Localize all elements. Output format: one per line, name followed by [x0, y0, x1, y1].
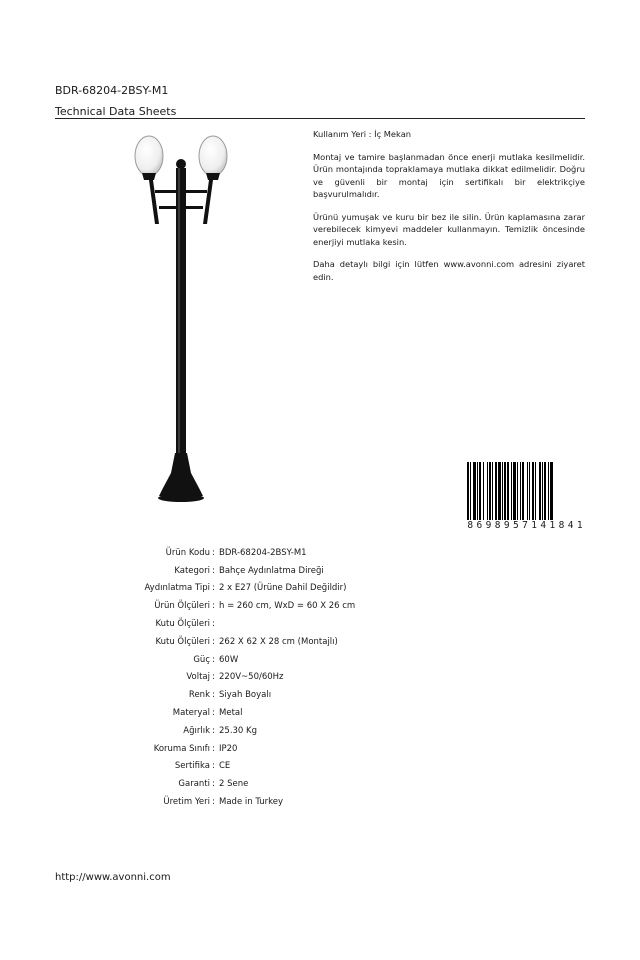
- spec-row: Aydınlatma Tipi : 2 x E27 (Ürüne Dahil Değildir): [0, 580, 640, 598]
- pole-highlight: [178, 168, 180, 458]
- barcode-bar: [479, 462, 481, 520]
- pole-shaft: [176, 168, 186, 458]
- barcode-digits: [466, 520, 584, 532]
- barcode-bar: [473, 462, 476, 520]
- spec-label: Güç: [193, 654, 210, 665]
- barcode-bar: [527, 462, 528, 520]
- document-subtitle: Technical Data Sheets: [55, 105, 177, 118]
- barcode-bar: [487, 462, 488, 520]
- barcode-digit: 4: [567, 520, 574, 531]
- spec-label: Ürün Ölçüleri: [154, 601, 210, 612]
- barcode-bar: [539, 462, 541, 520]
- left-globe-holder: [142, 173, 156, 180]
- barcode-digit: 8: [494, 520, 501, 531]
- barcode-bar: [542, 462, 543, 520]
- spec-label: Garanti: [178, 779, 210, 790]
- barcode-bar: [535, 462, 536, 520]
- spec-row: Renk : Siyah Boyalı: [0, 686, 640, 704]
- spec-value: h = 260 cm, WxD = 60 X 26 cm: [219, 601, 356, 612]
- barcode-bar: [522, 462, 524, 520]
- spec-row: Güç : 60W: [0, 651, 640, 669]
- barcode-digit: 5: [512, 520, 519, 531]
- spec-row: Ürün Ölçüleri : h = 260 cm, WxD = 60 X 26 cm: [0, 597, 640, 615]
- spec-row: Sertifika : CE: [0, 758, 640, 776]
- barcode-bar: [548, 462, 549, 520]
- barcode-bar: [511, 462, 512, 520]
- spec-value: BDR-68204-2BSY-M1: [219, 547, 307, 558]
- spec-label: Renk: [188, 690, 210, 701]
- barcode-bar: [477, 462, 478, 520]
- spec-value: CE: [219, 761, 231, 772]
- product-code-title: BDR-68204-2BSY-M1: [55, 84, 169, 97]
- barcode-bar: [529, 462, 530, 520]
- barcode-digit: 9: [485, 520, 492, 531]
- barcode-digit: 8: [558, 520, 565, 531]
- footer-url: http://www.avonni.com: [55, 872, 171, 883]
- barcode-digit: 1: [549, 520, 556, 531]
- spec-row: Ürün Kodu : BDR-68204-2BSY-M1: [0, 544, 640, 562]
- spec-value: 60W: [219, 654, 239, 665]
- installation-warning: Montaj ve tamire başlanmadan önce enerji mutlaka kesilmelidir. Ürün montajında topraklamaya mutlaka dikkat edilmelidir. Doğru ve güvenli bir montaj için sertifikalı bir elektrikçiye başvurulmalıdır.: [313, 151, 585, 199]
- spec-value: 2 Sene: [219, 779, 249, 790]
- spec-label: Sertifika: [174, 761, 210, 772]
- usage-location: Kullanım Yeri : İç Mekan: [313, 129, 412, 139]
- barcode-bar: [504, 462, 506, 520]
- pole-foot: [158, 494, 204, 502]
- spec-label: Aydınlatma Tipi: [144, 583, 210, 594]
- spec-row: Kutu Ölçüleri : 262 X 62 X 28 cm (Montajlı): [0, 633, 640, 651]
- pole-finial: [176, 159, 186, 169]
- spec-row: Koruma Sınıfı : IP20: [0, 740, 640, 758]
- spec-label: Kutu Ölçüleri: [155, 636, 210, 647]
- pole-base: [159, 453, 203, 496]
- spec-label: Ağırlık: [183, 725, 210, 736]
- barcode-bar: [517, 462, 518, 520]
- spec-row: Kutu Ölçüleri :: [0, 615, 640, 633]
- barcode-bar: [492, 462, 493, 520]
- barcode-bar: [467, 462, 469, 520]
- left-globe: [135, 136, 163, 176]
- spec-value: Metal: [219, 708, 243, 719]
- spec-row: Garanti : 2 Sene: [0, 775, 640, 793]
- barcode-digit: 1: [531, 520, 537, 531]
- spec-value: IP20: [219, 743, 238, 754]
- barcode-digit: 1: [576, 520, 583, 531]
- spec-label: Üretim Yeri: [163, 797, 210, 808]
- spec-value: 25.30 Kg: [219, 725, 258, 736]
- spec-value: Siyah Boyalı: [219, 690, 272, 701]
- spec-value: Made in Turkey: [219, 797, 283, 808]
- spec-value: 262 X 62 X 28 cm (Montajlı): [219, 636, 338, 647]
- barcode-bar: [489, 462, 491, 520]
- spec-label: Materyal: [172, 708, 210, 719]
- left-arm: [149, 180, 159, 224]
- right-arm: [203, 180, 213, 224]
- barcode-digit: 4: [540, 520, 547, 531]
- barcode-bar: [520, 462, 521, 520]
- spec-label: Kategori: [174, 565, 210, 576]
- barcode-bar: [550, 462, 553, 520]
- barcode-bar: [483, 462, 484, 520]
- spec-row: Voltaj : 220V~50/60Hz: [0, 669, 640, 687]
- barcode-digit: 9: [503, 520, 510, 531]
- barcode-digit: 8: [467, 520, 474, 531]
- header-divider: [55, 118, 585, 119]
- spec-row: Üretim Yeri : Made in Turkey: [0, 793, 640, 811]
- spec-label: Koruma Sınıfı: [153, 743, 210, 754]
- barcode-bar: [544, 462, 546, 520]
- garden-lamp-post-icon: [125, 128, 237, 508]
- spec-label: Voltaj: [186, 672, 210, 683]
- right-globe: [199, 136, 227, 176]
- spec-label: Ürün Kodu: [165, 547, 210, 558]
- spec-value: 220V~50/60Hz: [219, 672, 284, 683]
- spec-row: Ağırlık : 25.30 Kg: [0, 722, 640, 740]
- cleaning-instructions: Ürünü yumuşak ve kuru bir bez ile silin. Ürün kaplamasına zarar verebilecek kimyevi maddeler kullanmayın. Temizlik öncesinde enerjiyi mutlaka kesin.: [313, 211, 585, 247]
- more-info-note: Daha detaylı bilgi için lütfen www.avonni.com adresini ziyaret edin.: [313, 259, 585, 282]
- barcode-bar: [502, 462, 503, 520]
- product-description: [313, 128, 585, 293]
- barcode-bar: [495, 462, 497, 520]
- spec-row: Kategori : Bahçe Aydınlatma Direği: [0, 562, 640, 580]
- barcode-bar: [513, 462, 516, 520]
- spec-row: Materyal : Metal: [0, 704, 640, 722]
- barcode-bar: [532, 462, 534, 520]
- barcode-bar: [470, 462, 471, 520]
- spec-label: Kutu Ölçüleri: [155, 619, 210, 630]
- barcode-bar: [498, 462, 501, 520]
- spec-value: 2 x E27 (Ürüne Dahil Değildir): [219, 583, 347, 594]
- barcode-digit: 7: [522, 520, 528, 531]
- barcode-digit: 6: [476, 520, 483, 531]
- spec-table: [0, 544, 640, 811]
- right-globe-holder: [206, 173, 220, 180]
- barcode-bar: [507, 462, 509, 520]
- document-header: [55, 84, 585, 118]
- spec-value: Bahçe Aydınlatma Direği: [219, 565, 324, 576]
